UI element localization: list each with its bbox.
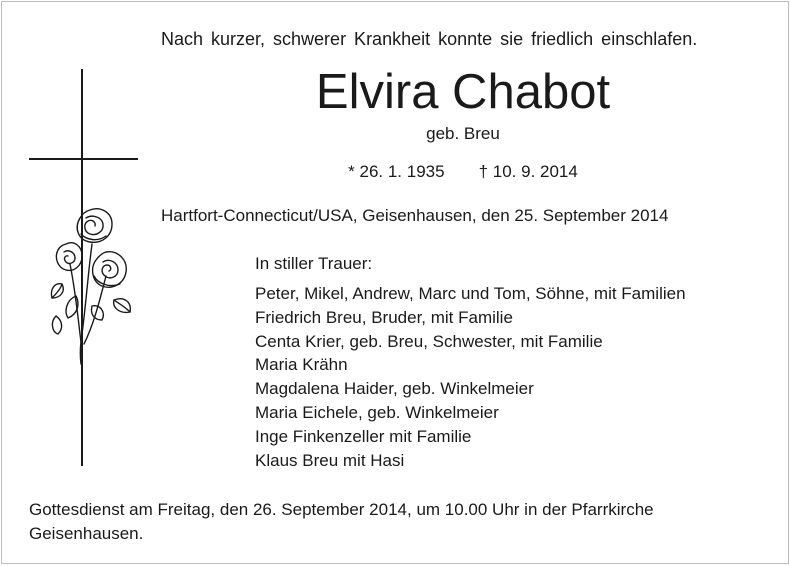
mourner-item: Friedrich Breu, Bruder, mit Familie (255, 307, 513, 327)
life-dates (2, 162, 790, 182)
intro-text: Nach kurzer, schwerer Krankheit konnte sie friedlich einschlafen. (161, 29, 698, 49)
death-date: † 10. 9. 2014 (478, 162, 578, 181)
mourner-item: Centa Krier, geb. Breu, Schwester, mit Familie (255, 331, 603, 351)
deceased-name: Elvira Chabot (315, 65, 611, 119)
cross-horizontal-beam (29, 158, 138, 160)
mourner-item: Maria Krähn (255, 355, 348, 375)
birth-date: * 26. 1. 1935 (348, 162, 445, 181)
mourners-list (255, 282, 686, 472)
service-line: Geisenhausen. (29, 524, 144, 543)
obituary-notice (1, 1, 789, 564)
mourner-item: Peter, Mikel, Andrew, Marc und Tom, Söhne, mit Familien (255, 284, 686, 303)
mourning-heading: In stiller Trauer: (255, 254, 373, 273)
roses-icon (48, 204, 134, 369)
mourner-item: Magdalena Haider, geb. Winkelmeier (255, 379, 534, 399)
mourner-item: Klaus Breu mit Hasi (255, 450, 405, 470)
mourner-item: Inge Finkenzeller mit Familie (255, 426, 472, 446)
service-info (29, 498, 774, 546)
maiden-name: geb. Breu (426, 124, 500, 143)
place-and-date: Hartfort-Connecticut/USA, Geisenhausen, den 25. September 2014 (161, 206, 669, 225)
mourner-item: Maria Eichele, geb. Winkelmeier (255, 402, 499, 422)
service-line: Gottesdienst am Freitag, den 26. September 2014, um 10.00 Uhr in der Pfarrkirche (29, 500, 654, 519)
